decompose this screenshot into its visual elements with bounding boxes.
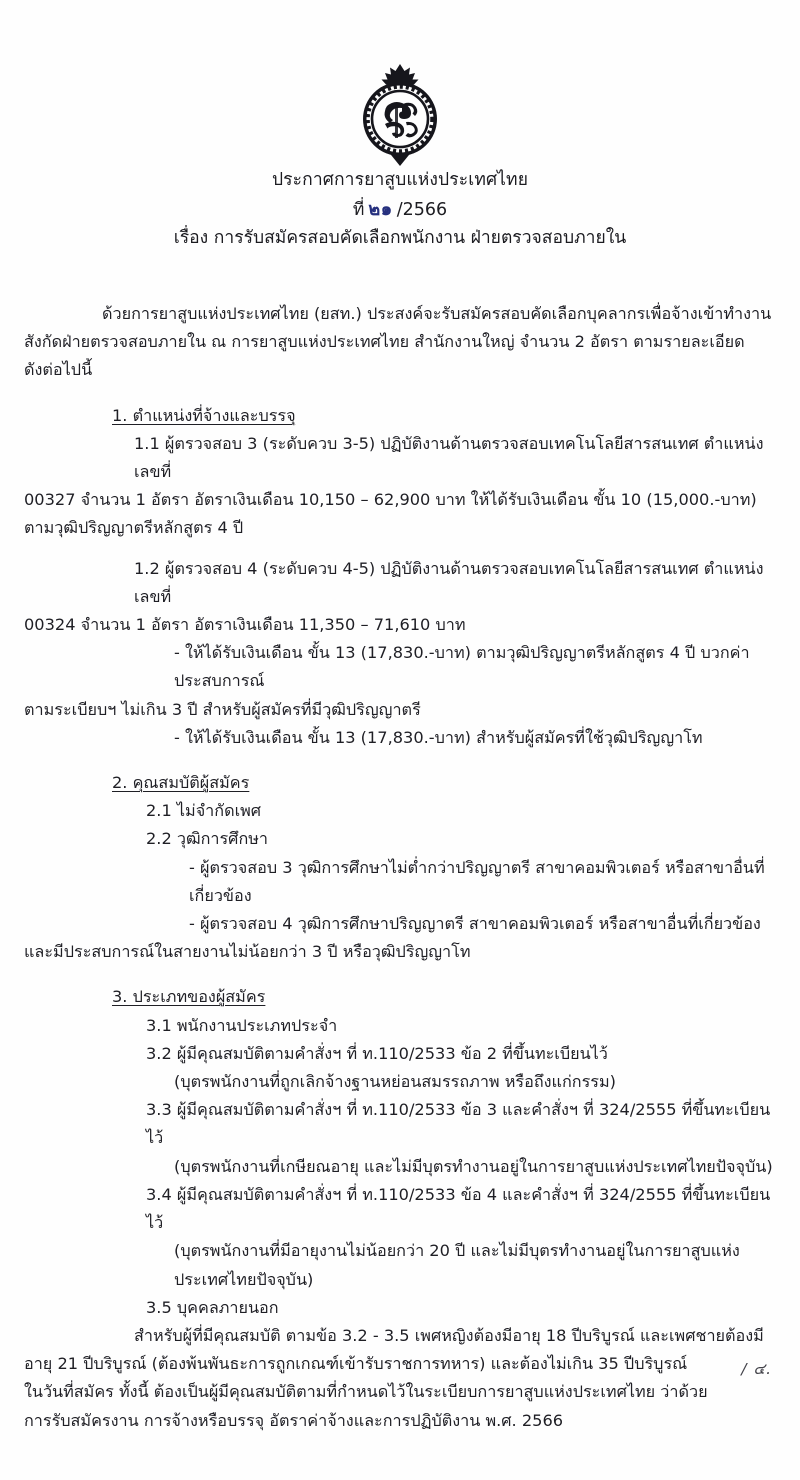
intro-line-3: ดังต่อไปนี้	[24, 360, 93, 380]
page-title: ประกาศการยาสูบแห่งประเทศไทย	[271, 170, 529, 190]
document-body	[24, 300, 776, 1435]
doc-number-prefix: ที่	[352, 199, 365, 220]
item-2-2-label: 2.2 วุฒิการศึกษา	[146, 829, 269, 849]
item-3-5: 3.5 บุคคลภายนอก	[146, 1297, 279, 1317]
item-1-2-line-3: - ให้ได้รับเงินเดือน ขั้น 13 (17,830.-บาท) ตามวุฒิปริญญาตรีหลักสูตร 4 ปี บวกค่าประสบการณ์	[174, 643, 750, 691]
item-3-1: 3.1 พนักงานประเภทประจำ	[146, 1015, 338, 1035]
closing-line-4: การรับสมัครงาน การจ้างหรือบรรจุ อัตราค่าจ้างและการปฏิบัติงาน พ.ศ. 2566	[24, 1410, 564, 1430]
item-3-2-line-1: 3.2 ผู้มีคุณสมบัติตามคำสั่งฯ ที่ ท.110/2533 ข้อ 2 ที่ขึ้นทะเบียนไว้	[146, 1043, 608, 1063]
document-number-line	[0, 198, 800, 220]
section-2	[24, 769, 776, 966]
doc-number-year: /2566	[396, 199, 448, 220]
section-1	[24, 402, 776, 752]
item-1-2-line-1: 1.2 ผู้ตรวจสอบ 4 (ระดับควบ 4-5) ปฏิบัติงานด้านตรวจสอบเทคโนโลยีสารสนเทศ ตำแหน่งเลขที่	[134, 558, 764, 606]
item-1-2-line-5: - ให้ได้รับเงินเดือน ขั้น 13 (17,830.-บาท) สำหรับผู้สมัครที่ใช้วุฒิปริญญาโท	[174, 727, 703, 747]
emblem-container	[0, 62, 800, 168]
item-3-4-line-3: ประเทศไทยปัจจุบัน)	[174, 1269, 314, 1289]
item-3-4-line-1: 3.4 ผู้มีคุณสมบัติตามคำสั่งฯ ที่ ท.110/2533 ข้อ 4 และคำสั่งฯ ที่ 324/2555 ที่ขึ้นทะเบียนไว้	[146, 1184, 771, 1233]
section-2-heading: 2. คุณสมบัติผู้สมัคร	[112, 773, 250, 793]
item-3-3-line-2: (บุตรพนักงานที่เกษียณอายุ และไม่มีบุตรทำงานอยู่ในการยาสูบแห่งประเทศไทยปัจจุบัน)	[174, 1156, 773, 1176]
section-3	[24, 983, 776, 1321]
item-1-2-line-2: 00324 จำนวน 1 อัตรา อัตราเงินเดือน 11,350 – 71,610 บาท	[24, 615, 466, 635]
doc-number-handwritten: ๒๑	[368, 198, 393, 220]
item-3-4-line-2: (บุตรพนักงานที่มีอายุงานไม่น้อยกว่า 20 ปี และไม่มีบุตรทำงานอยู่ในการยาสูบแห่ง	[174, 1241, 740, 1261]
closing-line-3: ในวันที่สมัคร ทั้งนี้ ต้องเป็นผู้มีคุณสมบัติตามที่กำหนดไว้ในระเบียบการยาสูบแห่งประเทศไทย ว่าด้วย	[24, 1382, 708, 1402]
item-1-1-line-3: ตามวุฒิปริญญาตรีหลักสูตร 4 ปี	[24, 518, 244, 538]
section-1-heading: 1. ตำแหน่งที่จ้างและบรรจุ	[112, 405, 296, 425]
closing-line-1: สำหรับผู้ที่มีคุณสมบัติ ตามข้อ 3.2 - 3.5 เพศหญิงต้องมีอายุ 18 ปีบริบูรณ์ และเพศชายต้องมี	[134, 1325, 764, 1345]
document-subject: เรื่อง การรับสมัครสอบคัดเลือกพนักงาน ฝ่ายตรวจสอบภายใน	[173, 228, 627, 248]
item-3-3-line-1: 3.3 ผู้มีคุณสมบัติตามคำสั่งฯ ที่ ท.110/2533 ข้อ 3 และคำสั่งฯ ที่ 324/2555 ที่ขึ้นทะเบียนไว้	[146, 1100, 771, 1148]
intro-paragraph	[24, 300, 776, 385]
item-2-2-bullet-2: - ผู้ตรวจสอบ 4 วุฒิการศึกษาปริญญาตรี สาขาคอมพิวเตอร์ หรือสาขาอื่นที่เกี่ยวข้อง	[189, 914, 761, 934]
item-2-1: 2.1 ไม่จำกัดเพศ	[146, 801, 262, 821]
item-1-1-line-2: 00327 จำนวน 1 อัตรา อัตราเงินเดือน 10,150 – 62,900 บาท ให้ได้รับเงินเดือน ขั้น 10 (15,000.-บาท)	[24, 490, 757, 510]
intro-line-1: ด้วยการยาสูบแห่งประเทศไทย (ยสท.) ประสงค์จะรับสมัครสอบคัดเลือกบุคลากรเพื่อจ้างเข้าทำงาน	[102, 304, 772, 323]
item-1-1-line-1: 1.1 ผู้ตรวจสอบ 3 (ระดับควบ 3-5) ปฏิบัติงานด้านตรวจสอบเทคโนโลยีสารสนเทศ ตำแหน่งเลขที่	[134, 433, 764, 482]
tobacco-authority-seal-icon	[354, 62, 446, 168]
item-1-2-line-4: ตามระเบียบฯ ไม่เกิน 3 ปี สำหรับผู้สมัครที่มีวุฒิปริญญาตรี	[24, 699, 421, 719]
item-2-2-bullet-2-cont: และมีประสบการณ์ในสายงานไม่น้อยกว่า 3 ปี หรือวุฒิปริญญาโท	[24, 942, 471, 962]
item-3-2-line-2: (บุตรพนักงานที่ถูกเลิกจ้างฐานหย่อนสมรรถภาพ หรือถึงแก่กรรม)	[174, 1072, 616, 1092]
item-2-2-bullet-1: - ผู้ตรวจสอบ 3 วุฒิการศึกษาไม่ต่ำกว่าปริญญาตรี สาขาคอมพิวเตอร์ หรือสาขาอื่นที่เกี่ยวข้อง	[189, 857, 765, 905]
footer-page-mark: / ๔.	[741, 1360, 772, 1378]
closing-line-2: อายุ 21 ปีบริบูรณ์ (ต้องพ้นพันธะการถูกเกณฑ์เข้ารับราชการทหาร) และต้องไม่เกิน 35 ปีบริบูรณ์	[24, 1354, 688, 1374]
intro-line-2: สังกัดฝ่ายตรวจสอบภายใน ณ การยาสูบแห่งประเทศไทย สำนักงานใหญ่ จำนวน 2 อัตรา ตามรายละเอียด	[24, 332, 745, 352]
section-3-heading: 3. ประเภทของผู้สมัคร	[112, 987, 266, 1007]
document-title-block	[0, 172, 800, 248]
closing-paragraph	[24, 1322, 776, 1435]
